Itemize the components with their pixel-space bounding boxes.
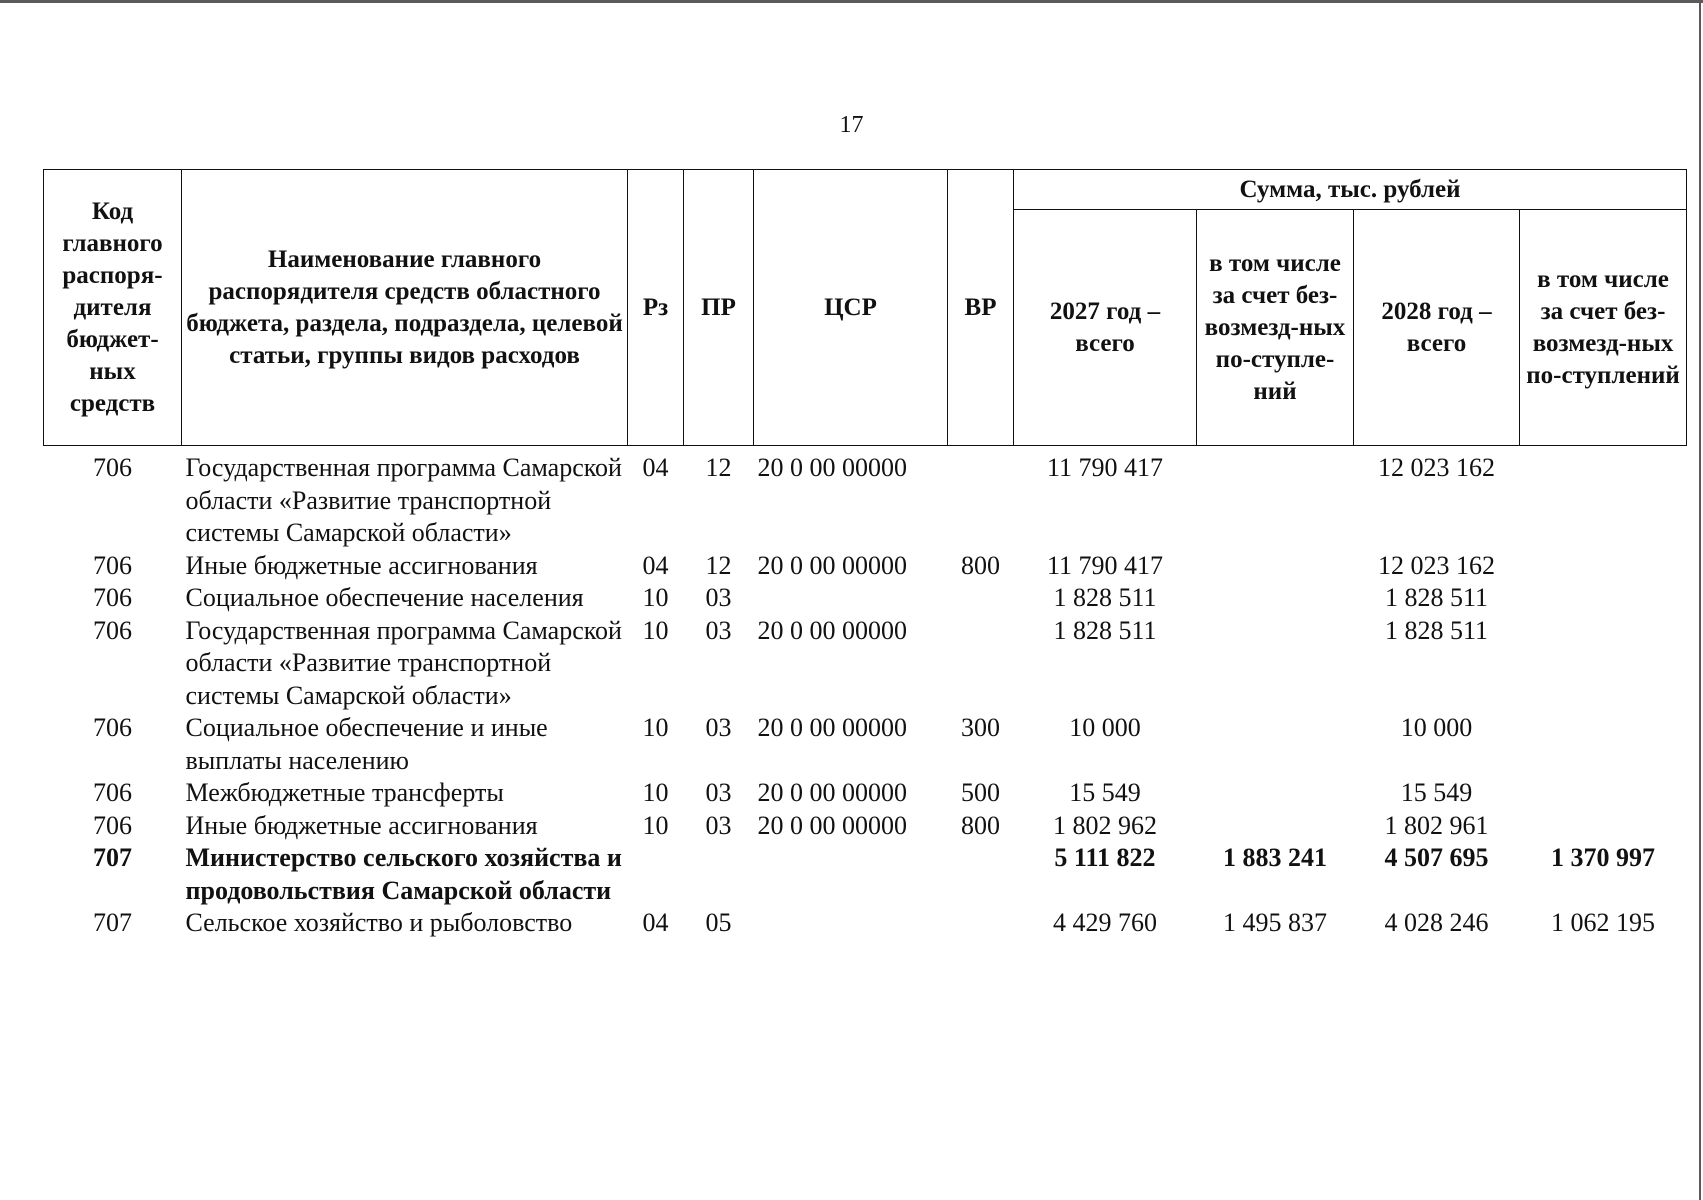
csr-cell: 20 0 00 00000: [757, 778, 907, 807]
csr-cell: 20 0 00 00000: [757, 615, 907, 645]
pr-cell: 12: [705, 453, 732, 482]
page-number: 17: [839, 112, 864, 138]
table-row: [44, 446, 1687, 550]
vr-cell: 800: [961, 810, 1000, 840]
vr-cell: [948, 582, 1014, 615]
csr-cell: 20 0 00 00000: [757, 810, 907, 840]
name-cell: Государственная программа Самарской области «Развитие транспортной системы Самарской области»: [185, 615, 622, 710]
free-2028-cell: [1520, 582, 1687, 615]
table-row: [44, 582, 1687, 615]
pr-cell: 03: [705, 810, 732, 840]
total-2027-cell: 5 111 822: [1054, 843, 1156, 872]
name-cell: Иные бюджетные ассигнования: [185, 810, 538, 840]
free-2028-cell: [1520, 777, 1687, 810]
header-2028-total: 2028 год – всего: [1354, 210, 1520, 446]
free-2028-cell: 1 370 997: [1551, 843, 1656, 872]
total-2027-cell: 15 549: [1069, 778, 1141, 807]
total-2027-cell: 11 790 417: [1046, 550, 1164, 580]
header-2027-free: в том числе за счет без-возмезд-ных по-ступле-ний: [1197, 210, 1354, 446]
csr-cell: 20 0 00 00000: [757, 550, 907, 580]
total-2027-cell: 1 828 511: [1053, 615, 1157, 645]
csr-cell: [754, 582, 948, 615]
free-2028-cell: [1520, 712, 1687, 777]
free-2028-cell: [1520, 810, 1687, 843]
pr-cell: 05: [705, 908, 732, 937]
free-2027-cell: [1197, 550, 1354, 583]
free-2027-cell: [1197, 712, 1354, 777]
free-2027-cell: [1197, 582, 1354, 615]
total-2027-cell: 4 429 760: [1053, 908, 1157, 937]
header-pr: ПР: [684, 170, 754, 446]
header-rz: Рз: [628, 170, 684, 446]
total-2027-cell: 1 802 962: [1053, 810, 1157, 840]
vr-cell: [948, 446, 1014, 550]
right-border-line: [1699, 0, 1701, 1200]
header-2028-free: в том числе за счет без-возмезд-ных по-ступлений: [1520, 210, 1687, 446]
code-cell: 707: [93, 843, 132, 872]
total-2028-cell: 10 000: [1400, 713, 1473, 742]
name-cell: Государственная программа Самарской области «Развитие транспортной системы Самарской области»: [185, 453, 622, 547]
total-2028-cell: 4 507 695: [1384, 843, 1489, 872]
free-2027-cell: [1197, 777, 1354, 810]
pr-cell: [684, 842, 754, 907]
csr-cell: 20 0 00 00000: [757, 713, 907, 742]
total-2028-cell: 4 028 246: [1384, 908, 1489, 937]
free-2028-cell: [1520, 615, 1687, 713]
table-body: [44, 446, 1687, 940]
csr-cell: [754, 842, 948, 907]
code-cell: 706: [93, 615, 132, 645]
top-border-line: [0, 0, 1703, 3]
total-2027-cell: 10 000: [1069, 713, 1141, 742]
free-2027-cell: 1 883 241: [1223, 843, 1327, 872]
free-2027-cell: [1197, 446, 1354, 550]
free-2028-cell: [1520, 550, 1687, 583]
free-2028-cell: [1520, 446, 1687, 550]
vr-cell: [948, 842, 1014, 907]
total-2027-cell: 11 790 417: [1046, 453, 1164, 482]
vr-cell: [948, 907, 1014, 940]
free-2027-cell: 1 495 837: [1223, 908, 1327, 937]
table-row: [44, 550, 1687, 583]
total-2028-cell: 1 828 511: [1384, 615, 1489, 645]
code-cell: 706: [93, 713, 132, 742]
total-2028-cell: 12 023 162: [1378, 453, 1495, 482]
free-2027-cell: [1197, 615, 1354, 713]
header-csr: ЦСР: [754, 170, 948, 446]
vr-cell: 500: [961, 778, 1000, 807]
header-sum: Сумма, тыс. рублей: [1014, 170, 1687, 210]
header-code: Код главного распоря-дителя бюджет-ных средств: [44, 170, 182, 446]
header-name: Наименование главного распорядителя средств областного бюджета, раздела, подраздела, целевой статьи, группы видов расходов: [182, 170, 628, 446]
name-cell: Министерство сельского хозяйства и продовольствия Самарской области: [185, 843, 622, 905]
total-2028-cell: 1 802 961: [1384, 810, 1489, 840]
rz-cell: 10: [642, 713, 669, 742]
table-row: [44, 907, 1687, 940]
table-row: [44, 842, 1687, 907]
vr-cell: [948, 615, 1014, 713]
table-row: [44, 810, 1687, 843]
rz-cell: 04: [642, 453, 669, 482]
pr-cell: 03: [705, 583, 732, 612]
total-2028-cell: 1 828 511: [1384, 583, 1489, 612]
total-2027-cell: 1 828 511: [1053, 583, 1157, 612]
rz-cell: 10: [642, 583, 669, 612]
rz-cell: 10: [642, 810, 669, 840]
code-cell: 706: [93, 583, 132, 612]
code-cell: 706: [93, 453, 132, 482]
free-2027-cell: [1197, 810, 1354, 843]
rz-cell: 04: [642, 908, 669, 937]
table-header: [44, 170, 1687, 446]
rz-cell: 10: [642, 615, 669, 645]
vr-cell: 800: [961, 550, 1000, 580]
csr-cell: [754, 907, 948, 940]
rz-cell: [628, 842, 684, 907]
name-cell: Иные бюджетные ассигнования: [185, 550, 538, 580]
table-row: [44, 777, 1687, 810]
pr-cell: 03: [705, 615, 732, 645]
header-vr: ВР: [948, 170, 1014, 446]
rz-cell: 04: [642, 550, 669, 580]
pr-cell: 03: [705, 778, 732, 807]
table-row: [44, 712, 1687, 777]
csr-cell: 20 0 00 00000: [757, 453, 907, 482]
name-cell: Социальное обеспечение и иные выплаты населению: [185, 713, 548, 775]
code-cell: 706: [93, 550, 132, 580]
free-2028-cell: 1 062 195: [1551, 908, 1656, 937]
budget-table: [43, 169, 1687, 940]
table-row: [44, 615, 1687, 713]
pr-cell: 03: [705, 713, 732, 742]
header-2027-total: 2027 год – всего: [1014, 210, 1197, 446]
vr-cell: 300: [961, 713, 1000, 742]
code-cell: 706: [93, 778, 132, 807]
total-2028-cell: 15 549: [1400, 778, 1473, 807]
name-cell: Социальное обеспечение населения: [185, 583, 584, 612]
rz-cell: 10: [642, 778, 669, 807]
total-2028-cell: 12 023 162: [1378, 550, 1495, 580]
name-cell: Межбюджетные трансферты: [185, 778, 504, 807]
name-cell: Сельское хозяйство и рыболовство: [185, 908, 573, 937]
code-cell: 706: [93, 810, 132, 840]
code-cell: 707: [93, 908, 132, 937]
pr-cell: 12: [705, 550, 732, 580]
